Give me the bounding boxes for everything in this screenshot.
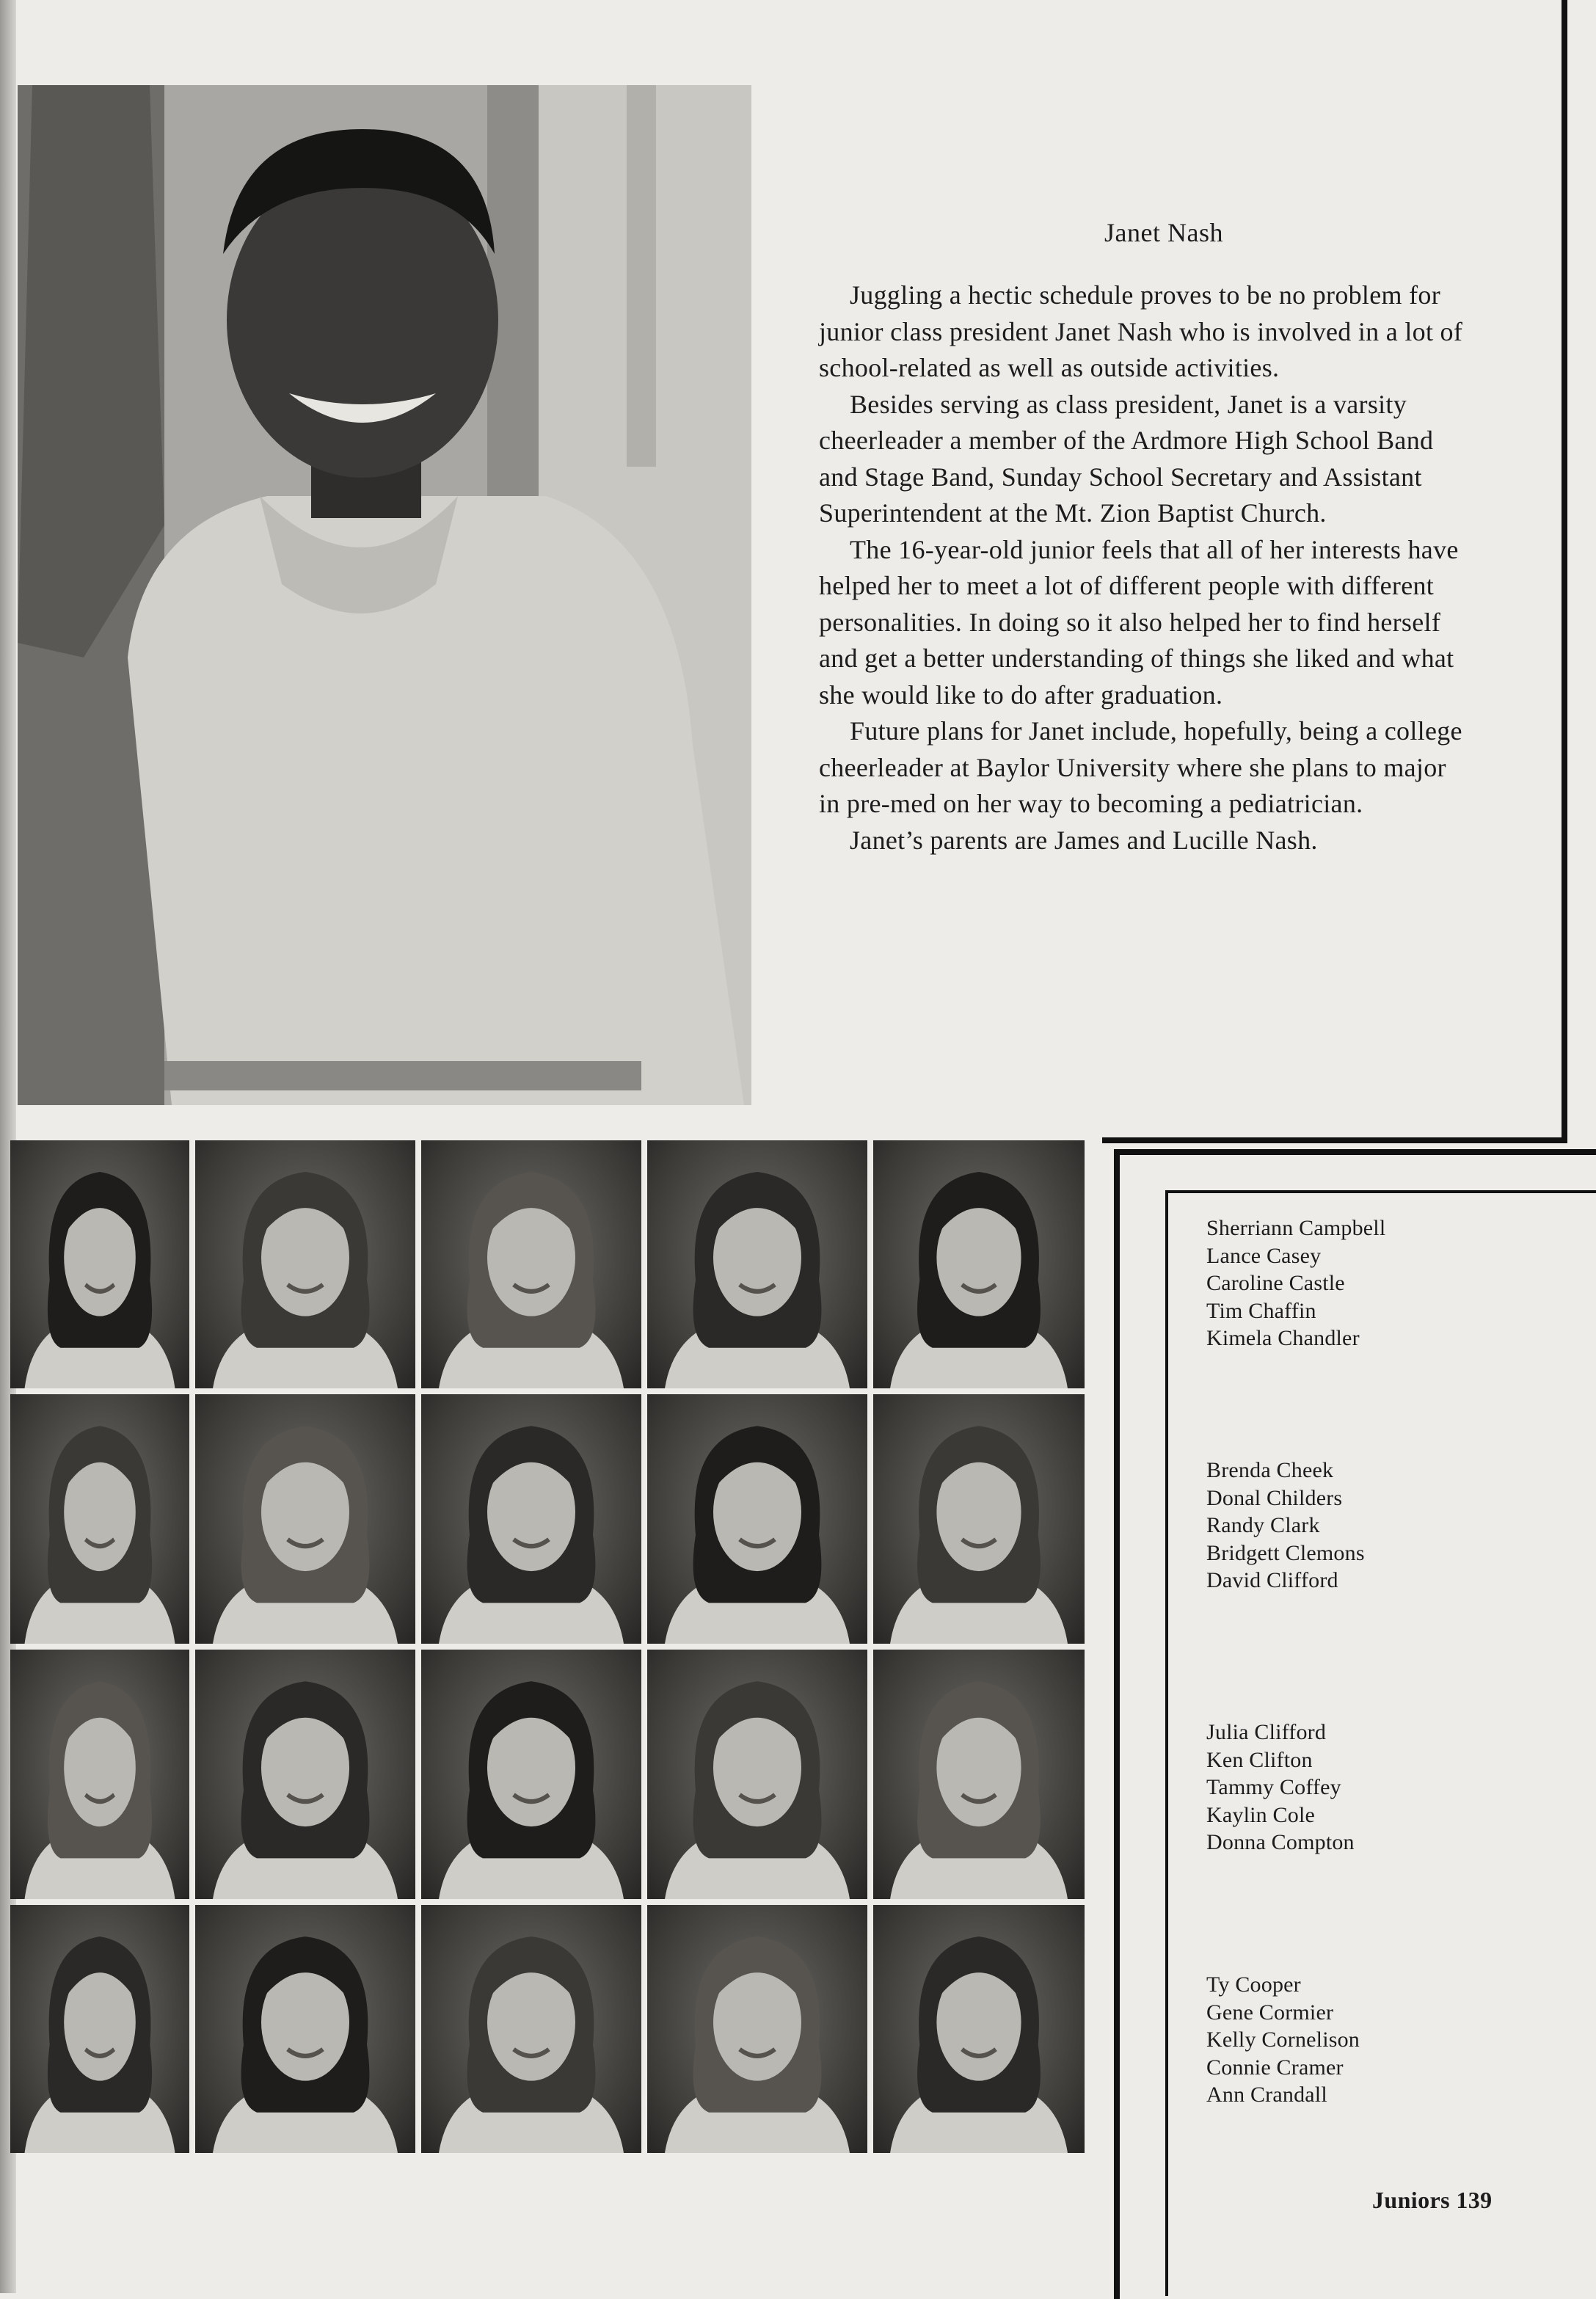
student-name: Connie Cramer: [1206, 2055, 1344, 2080]
student-portrait-photo: [421, 1650, 641, 1899]
name-list: [1206, 1971, 1360, 2109]
portrait-grid: [10, 1140, 1089, 2153]
student-name: Kimela Chandler: [1206, 1326, 1360, 1350]
feature-paragraph: Juggling a hectic schedule proves to be no problem for junior class president Janet Nash who is involved in a lot of school-related as well as outside activities.: [819, 280, 1463, 382]
student-portrait-photo: [873, 1394, 1085, 1644]
student-portrait-photo: [421, 1394, 641, 1644]
student-name: Caroline Castle: [1206, 1271, 1345, 1295]
feature-paragraph: Janet’s parents are James and Lucille Nash.: [850, 825, 1318, 855]
student-name: David Clifford: [1206, 1568, 1338, 1592]
student-name: Randy Clark: [1206, 1513, 1320, 1537]
student-portrait-photo: [873, 1140, 1085, 1388]
student-portrait-photo: [10, 1650, 189, 1899]
student-portrait-photo: [421, 1140, 641, 1388]
student-name: Tammy Coffey: [1206, 1775, 1341, 1799]
student-name: Sherriann Campbell: [1206, 1216, 1386, 1240]
student-portrait-photo: [195, 1394, 415, 1644]
student-portrait-photo: [195, 1650, 415, 1899]
student-name: Kelly Cornelison: [1206, 2027, 1360, 2052]
student-portrait-photo: [10, 1140, 189, 1388]
feature-paragraph: Besides serving as class president, Janet is a varsity cheerleader a member of the Ardmore High School Band and Stage Band, Sunday School Secretary and Assistant Superintendent at the Mt. Zion Baptist Church.: [819, 389, 1434, 528]
page-footer: Juniors 139: [1372, 2187, 1493, 2213]
name-list: [1206, 1457, 1365, 1595]
student-name: Lance Casey: [1206, 1243, 1322, 1268]
name-list: [1206, 1214, 1385, 1352]
student-name: Ty Cooper: [1206, 1972, 1301, 1997]
student-portrait-photo: [10, 1905, 189, 2153]
feature-photo: [18, 85, 751, 1105]
student-name: Ann Crandall: [1206, 2083, 1327, 2107]
student-name: Kaylin Cole: [1206, 1802, 1316, 1827]
student-portrait-photo: [873, 1905, 1085, 2153]
feature-paragraph: Future plans for Janet include, hopefully, being a college cheerleader at Baylor University where she plans to major in pre-med on her way to becoming a pediatrician.: [819, 716, 1462, 818]
student-name: Brenda Cheek: [1206, 1458, 1334, 1482]
student-name: Julia Clifford: [1206, 1720, 1327, 1744]
student-portrait-photo: [647, 1140, 867, 1388]
student-name: Tim Chaffin: [1206, 1298, 1316, 1323]
student-name: Ken Clifton: [1206, 1747, 1313, 1772]
student-portrait-photo: [873, 1650, 1085, 1899]
student-name: Gene Cormier: [1206, 2000, 1334, 2025]
feature-title: Janet Nash: [1104, 218, 1223, 247]
student-portrait-photo: [195, 1905, 415, 2153]
student-name: Donna Compton: [1206, 1830, 1355, 1854]
student-portrait-photo: [10, 1394, 189, 1644]
student-portrait-photo: [647, 1394, 867, 1644]
student-name: Bridgett Clemons: [1206, 1540, 1365, 1565]
student-name: Donal Childers: [1206, 1485, 1343, 1510]
student-portrait-photo: [195, 1140, 415, 1388]
feature-paragraph: The 16-year-old junior feels that all of her interests have helped her to meet a lot of different people with different personalities. In doing so it also helped her to find herself and get a better understanding of things she liked and what she would like to do after graduation.: [819, 534, 1459, 710]
feature-article: [819, 217, 1472, 859]
student-portrait-photo: [647, 1650, 867, 1899]
student-portrait-photo: [421, 1905, 641, 2153]
student-portrait-photo: [647, 1905, 867, 2153]
name-list: [1206, 1719, 1355, 1857]
